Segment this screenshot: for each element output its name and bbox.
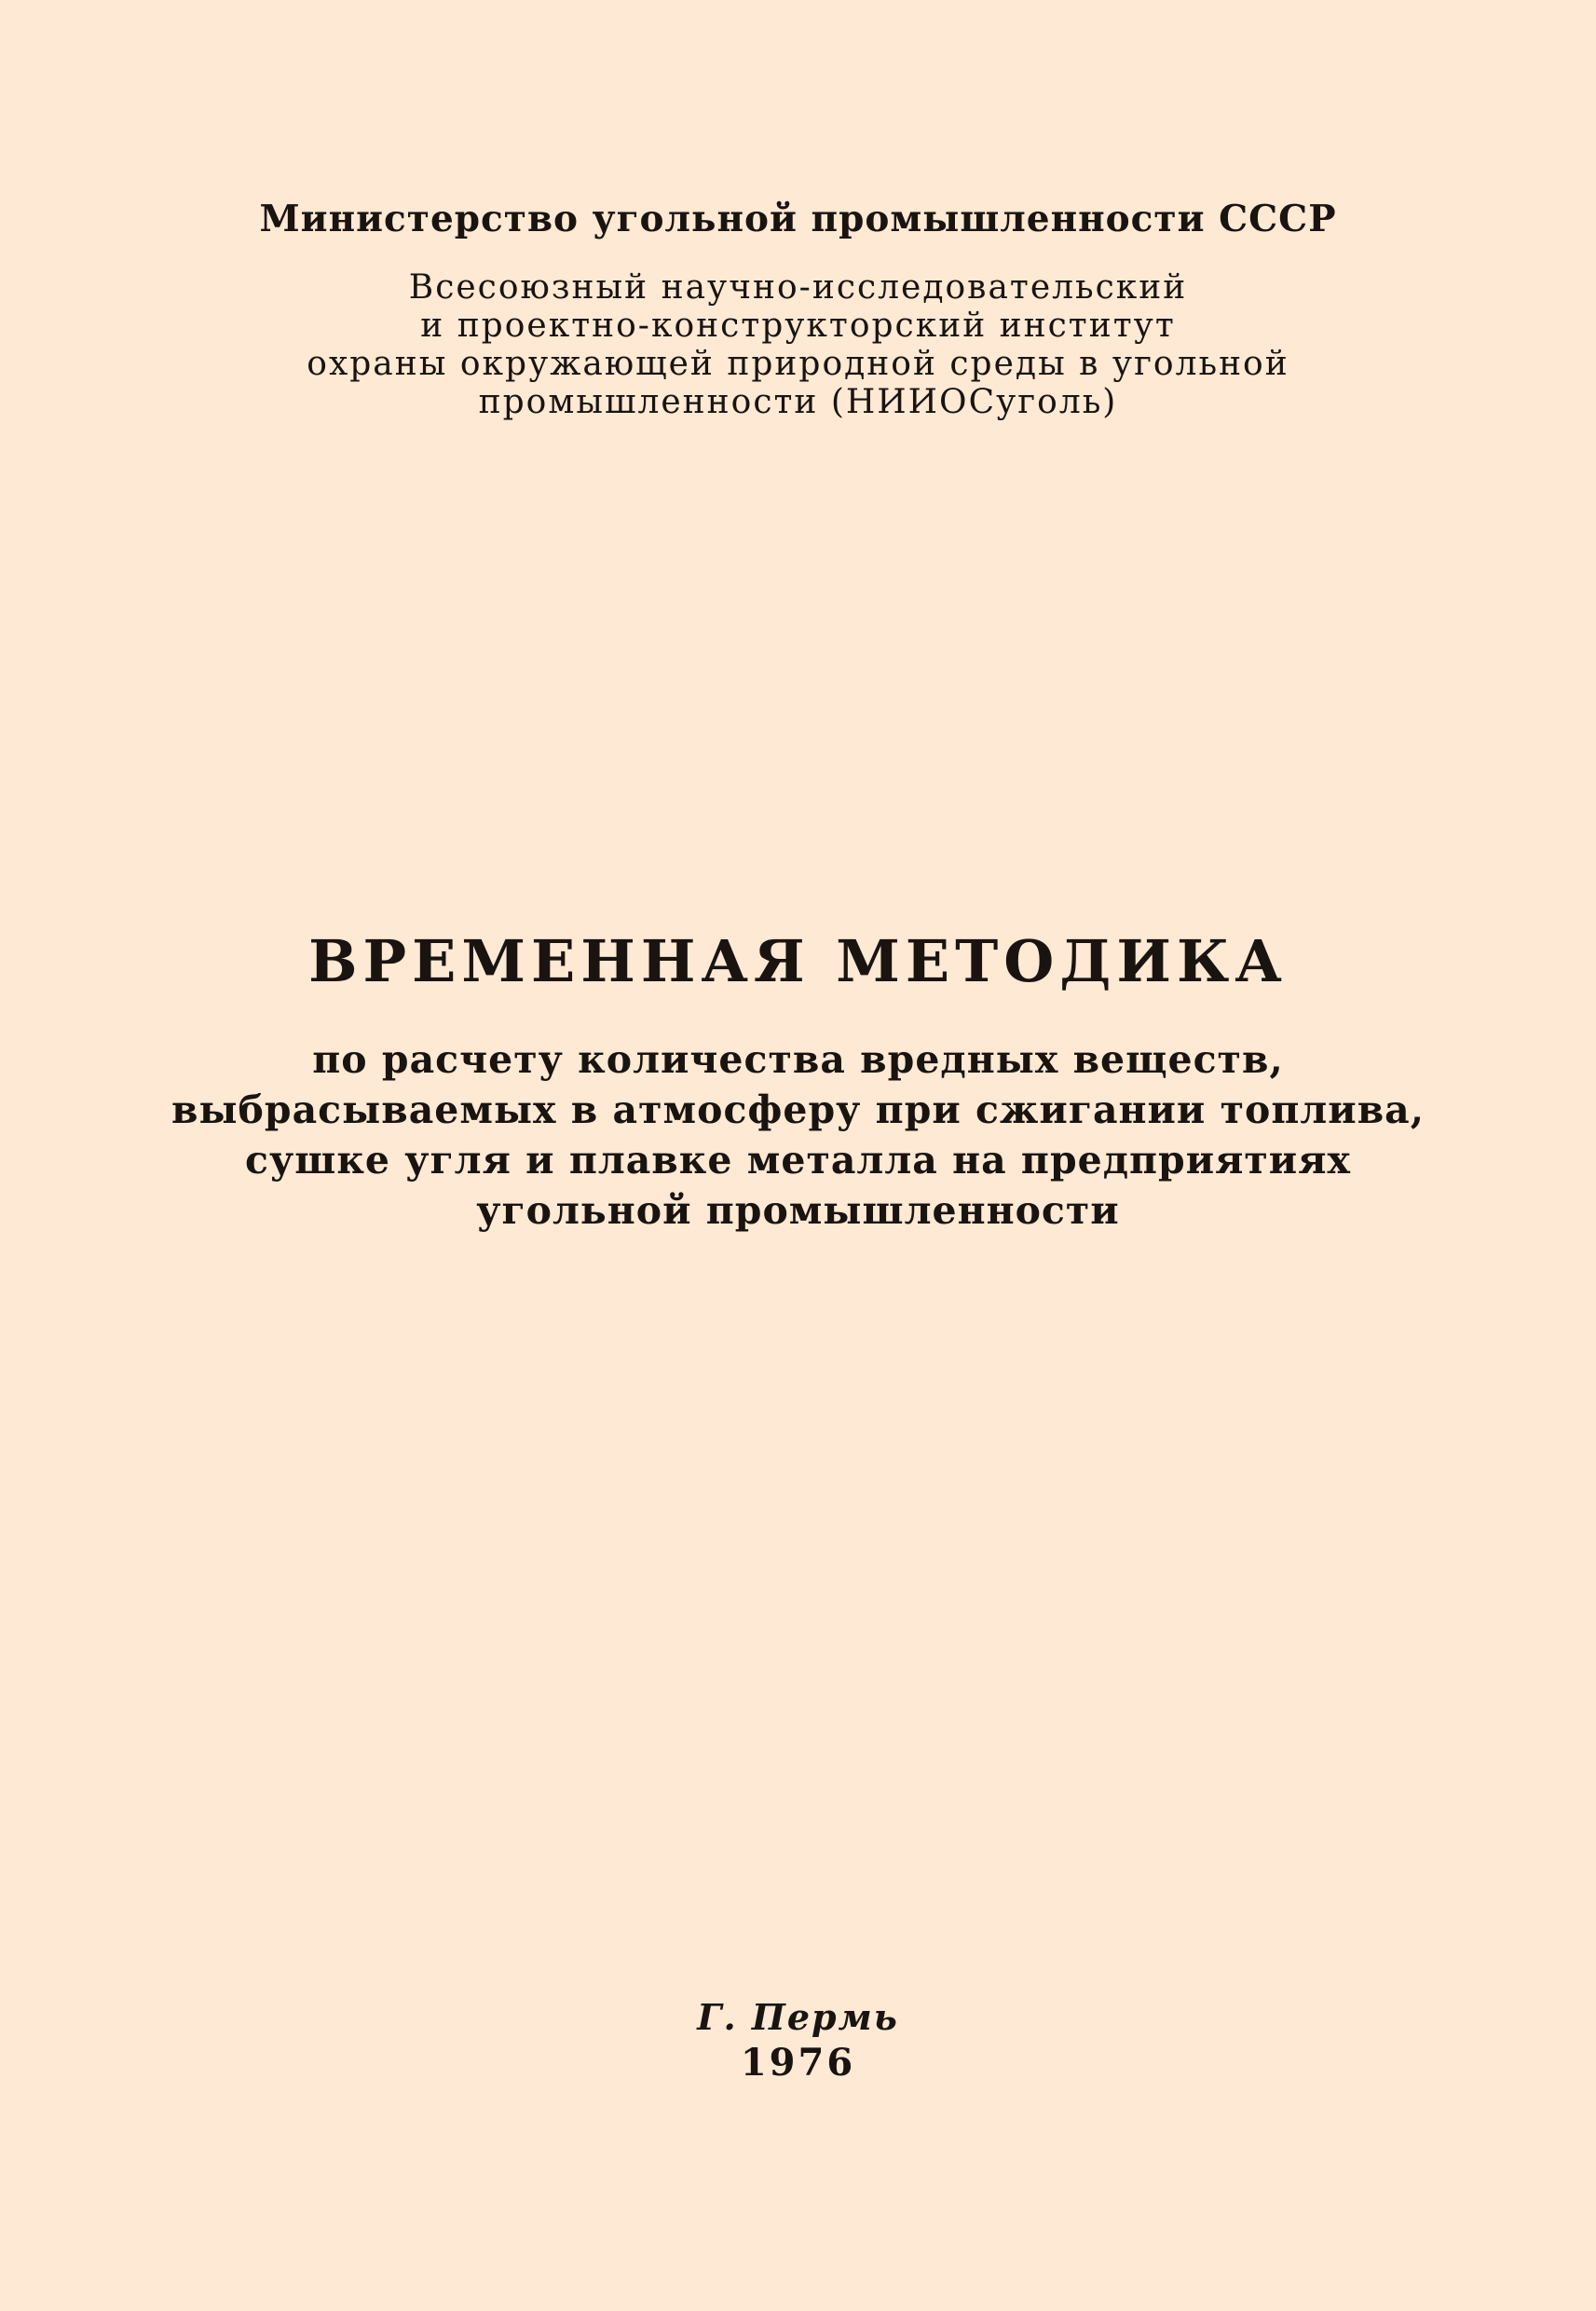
ministry-name: Министерство угольной промышленности СССР — [259, 198, 1337, 240]
institute-name — [0, 268, 1596, 421]
institute-line: охраны окружающей природной среды в угольной — [307, 345, 1289, 383]
publication-year: 1976 — [740, 2041, 856, 2085]
document-title: ВРЕМЕННАЯ МЕТОДИКА — [308, 927, 1288, 995]
document-subtitle — [0, 1034, 1596, 1236]
subtitle-line: по расчету количества вредных веществ, — [312, 1037, 1284, 1082]
subtitle-line: угольной промышленности — [476, 1188, 1120, 1233]
subtitle-line: сушке угля и плавке металла на предприятиях — [245, 1138, 1351, 1183]
publication-place: Г. Пермь — [697, 1996, 899, 2038]
institute-line: Всесоюзный научно-исследовательский — [408, 268, 1188, 307]
institute-line: и проектно-конструкторский институт — [420, 307, 1176, 345]
institute-line: промышленности (НИИОСуголь) — [478, 383, 1118, 421]
subtitle-line: выбрасываемых в атмосферу при сжигании топлива, — [171, 1087, 1425, 1132]
